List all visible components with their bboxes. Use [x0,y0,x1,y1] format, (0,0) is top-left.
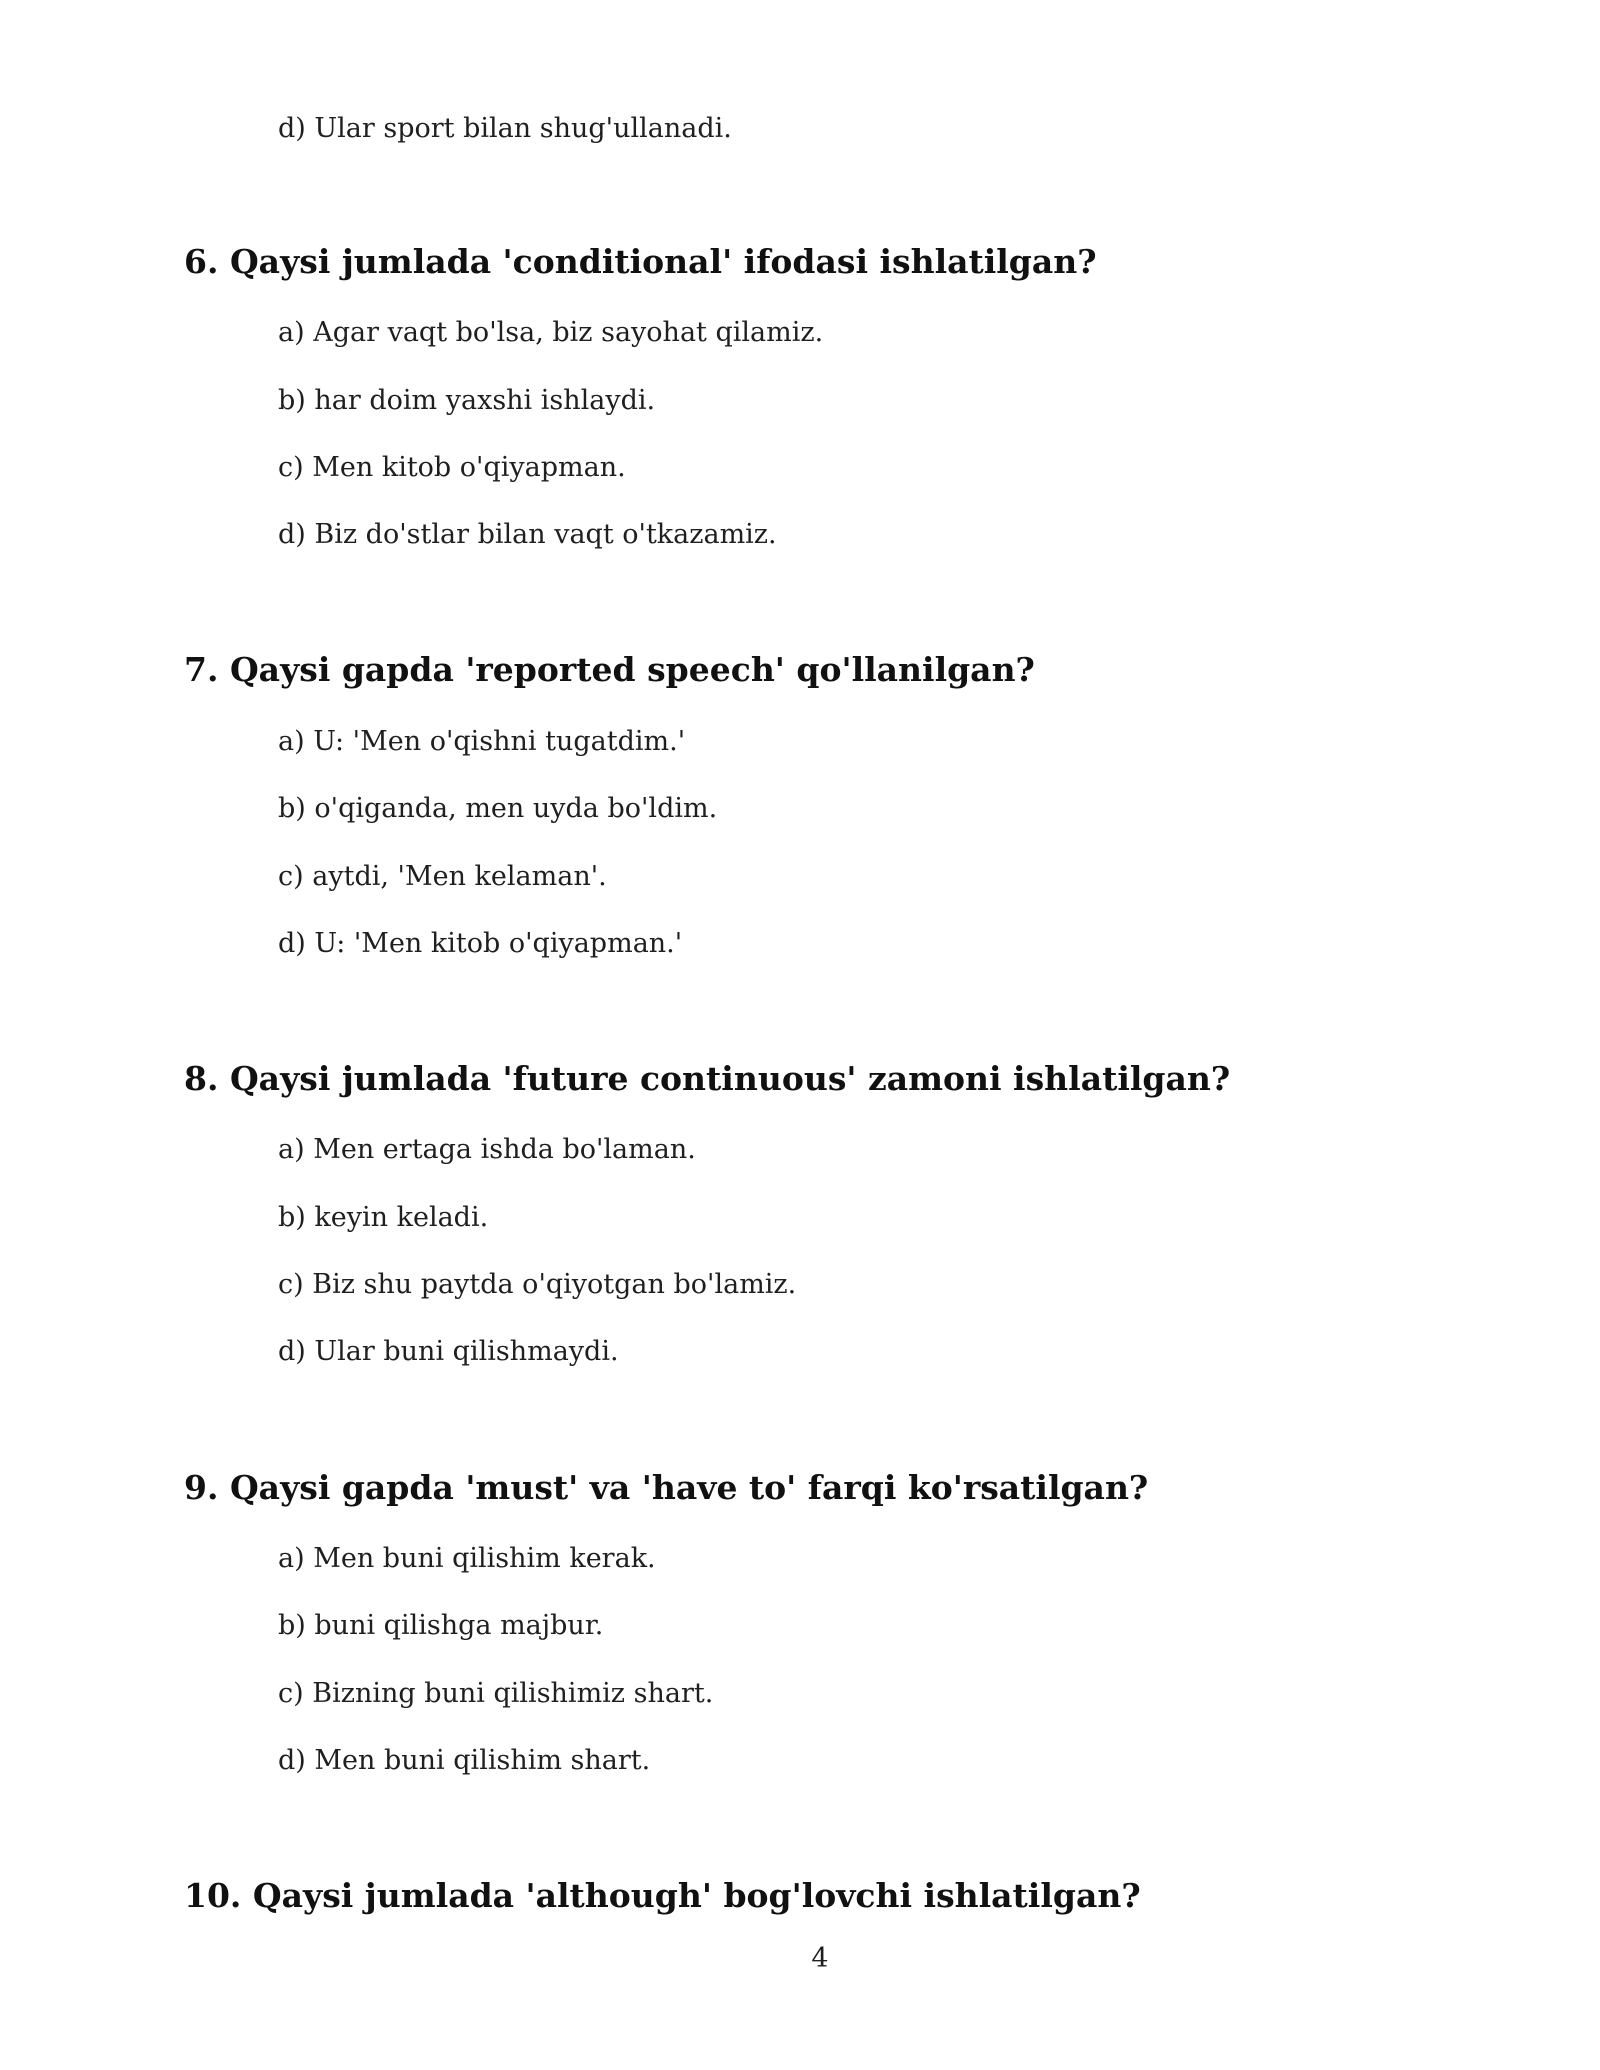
question-8-option-a: a) Men ertaga ishda bo'laman. [278,1134,696,1165]
question-9-option-a: a) Men buni qilishim kerak. [278,1543,656,1574]
question-7-option-d: d) U: 'Men kitob o'qiyapman.' [278,928,683,959]
question-7-title: 7. Qaysi gapda 'reported speech' qo'llanilgan? [184,650,1035,689]
question-7-option-c: c) aytdi, 'Men kelaman'. [278,861,607,892]
page-number: 4 [811,1943,829,1974]
question-8-title: 8. Qaysi jumlada 'future continuous' zamoni ishlatilgan? [184,1059,1231,1098]
question-8-option-c: c) Biz shu paytda o'qiyotgan bo'lamiz. [278,1269,797,1300]
question-10-title: 10. Qaysi jumlada 'although' bog'lovchi ishlatilgan? [184,1876,1141,1915]
question-9-option-b: b) buni qilishga majbur. [278,1610,604,1641]
question-7-option-b: b) o'qiganda, men uyda bo'ldim. [278,793,718,824]
question-9-title: 9. Qaysi gapda 'must' va 'have to' farqi ko'rsatilgan? [184,1468,1149,1507]
question-6-option-b: b) har doim yaxshi ishlaydi. [278,385,656,416]
question-7-option-a: a) U: 'Men o'qishni tugatdim.' [278,726,686,757]
question-8-option-d: d) Ular buni qilishmaydi. [278,1336,619,1367]
question-9-option-d: d) Men buni qilishim shart. [278,1745,651,1776]
question-6-title: 6. Qaysi jumlada 'conditional' ifodasi ishlatilgan? [184,242,1097,281]
question-6-option-a: a) Agar vaqt bo'lsa, biz sayohat qilamiz. [278,317,824,348]
question-6-option-d: d) Biz do'stlar bilan vaqt o'tkazamiz. [278,519,777,550]
carryover-option-d: d) Ular sport bilan shug'ullanadi. [278,113,732,144]
question-9-option-c: c) Bizning buni qilishimiz shart. [278,1678,714,1709]
question-8-option-b: b) keyin keladi. [278,1202,489,1233]
question-6-option-c: c) Men kitob o'qiyapman. [278,452,626,483]
